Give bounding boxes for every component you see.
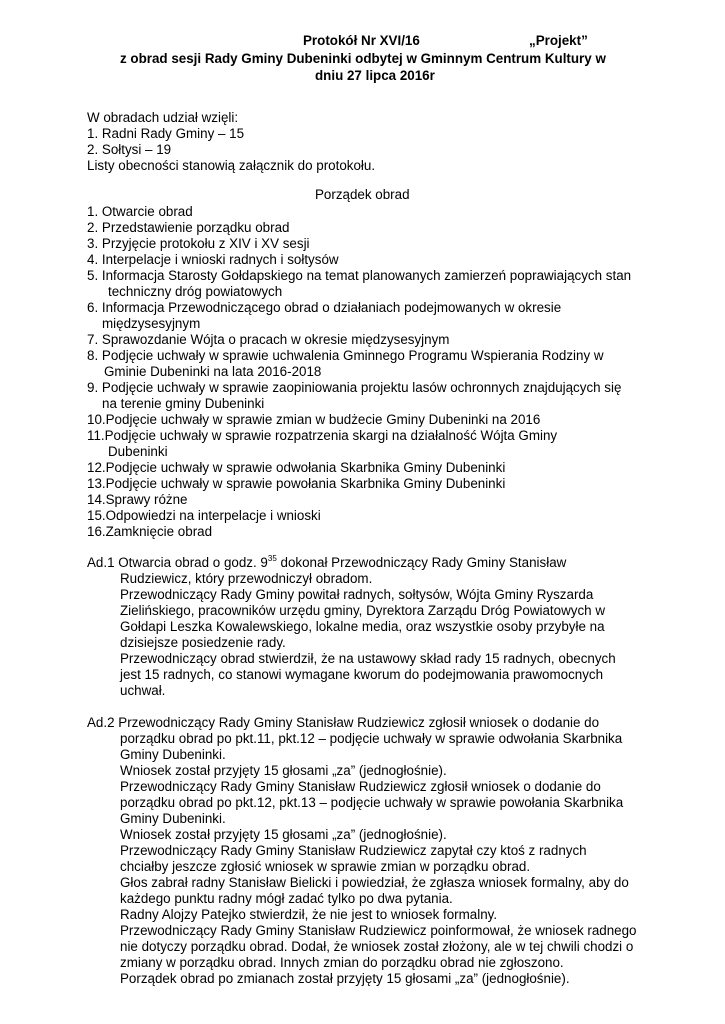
ad2-line: Wniosek został przyjęty 15 głosami „za” (jednogłośnie).	[120, 827, 447, 842]
ad1-line: uchwał.	[120, 683, 166, 698]
agenda-line: 1. Otwarcie obrad	[87, 204, 193, 219]
agenda-line: 7. Sprawozdanie Wójta o pracach w okresie międzysesyjnym	[87, 332, 450, 347]
agenda-line: 3. Przyjęcie protokołu z XIV i XV sesji	[87, 236, 310, 251]
ad2-line: zmiany w porządku obrad. Innych zmian do porządku obrad nie zgłoszono.	[120, 955, 564, 970]
agenda-line: 6. Informacja Przewodniczącego obrad o działaniach podejmowanych w okresie	[87, 300, 562, 315]
protocol-number: Protokół Nr XVI/16	[303, 33, 420, 48]
ad1-line: Przewodniczący Rady Gminy powitał radnych, sołtysów, Wójta Gminy Ryszarda	[120, 587, 594, 602]
agenda-line: 9. Podjęcie uchwały w sprawie zaopiniowania projektu lasów ochronnych znajdujących się	[87, 380, 622, 395]
attendance-intro: W obradach udział wzięli:	[87, 110, 239, 125]
agenda-line: 11.Podjęcie uchwały w sprawie rozpatrzenia skargi na działalność Wójta Gminy	[87, 428, 558, 443]
ad1-text: dokonał Przewodniczący Rady Gminy Stanisław	[276, 555, 567, 570]
agenda-title: Porządek obrad	[315, 187, 410, 202]
ad2-line: porządku obrad po pkt.11, pkt.12 – podjęcie uchwały w sprawie odwołania Skarbnika	[120, 731, 623, 746]
agenda-line: międzysesyjnym	[102, 316, 201, 331]
ad2-line: porządku obrad po pkt.12, pkt.13 – podjęcie uchwały w sprawie powołania Skarbnika	[120, 795, 624, 810]
agenda-line: 8. Podjęcie uchwały w sprawie uchwalenia Gminnego Programu Wspierania Rodziny w	[87, 348, 604, 363]
attendance-note: Listy obecności stanowią załącznik do protokołu.	[87, 158, 376, 173]
ad2-line: Przewodniczący Rady Gminy Stanisław Rudziewicz zgłosił wniosek o dodanie do	[120, 779, 601, 794]
agenda-line: techniczny dróg powiatowych	[108, 284, 283, 299]
ad2-line: Przewodniczący Rady Gminy Stanisław Rudziewicz poinformował, że wniosek radnego	[120, 923, 637, 938]
agenda-line: na terenie gminy Dubeninki	[102, 396, 265, 411]
ad1-line: Rudziewicz, który przewodniczył obradom.	[120, 571, 373, 586]
ad1-line: jest 15 radnych, co stanowi wymagane kworum do podejmowania prawomocnych	[120, 667, 604, 682]
header-subtitle-1: z obrad sesji Rady Gminy Dubeninki odbytej w Gminnym Centrum Kultury w	[120, 51, 606, 66]
ad1-line: dzisiejsze posiedzenie rady.	[120, 635, 286, 650]
attendance-item: 1. Radni Rady Gminy – 15	[87, 126, 245, 141]
ad1-first-line	[87, 555, 566, 571]
agenda-line: 14.Sprawy różne	[87, 492, 188, 507]
ad2-line: chciałby jeszcze zgłosić wniosek w sprawie zmian w porządku obrad.	[120, 859, 531, 874]
ad2-line: każdego punktu radny mógł zadać tylko po dwa pytania.	[120, 891, 453, 906]
ad1-line: Przewodniczący obrad stwierdził, że na ustawowy skład rady 15 radnych, obecnych	[120, 651, 616, 666]
agenda-line: 12.Podjęcie uchwały w sprawie odwołania Skarbnika Gminy Dubeninki	[87, 460, 506, 475]
agenda-line: Gminie Dubeninki na lata 2016-2018	[104, 364, 322, 379]
agenda-line: 15.Odpowiedzi na interpelacje i wnioski	[87, 508, 321, 523]
ad2-line: Ad.2 Przewodniczący Rady Gminy Stanisław Rudziewicz zgłosił wniosek o dodanie do	[87, 715, 600, 730]
ad2-line: Wniosek został przyjęty 15 głosami „za” (jednogłośnie).	[120, 763, 447, 778]
ad2-line: Przewodniczący Rady Gminy Stanisław Rudziewicz zapytał czy ktoś z radnych	[120, 843, 587, 858]
ad1-line: Zielińskiego, pracowników urzędu gminy, Dyrektora Zarządu Dróg Powiatowych w	[120, 603, 605, 618]
attendance-item: 2. Sołtysi – 19	[87, 142, 172, 157]
agenda-line: 16.Zamknięcie obrad	[87, 524, 213, 539]
agenda-line: 5. Informacja Starosty Gołdapskiego na temat planowanych zamierzeń poprawiających stan	[87, 268, 632, 283]
ad1-text: Ad.1 Otwarcia obrad o godz. 9	[87, 555, 268, 570]
draft-label: „Projekt”	[529, 33, 588, 48]
header-subtitle-2: dniu 27 lipca 2016r	[315, 68, 435, 83]
ad2-line: Porządek obrad po zmianach został przyjęty 15 głosami „za” (jednogłośnie).	[120, 971, 570, 986]
ad2-line: Głos zabrał radny Stanisław Bielicki i powiedział, że zgłasza wniosek formalny, aby do	[120, 875, 629, 890]
agenda-line: 2. Przedstawienie porządku obrad	[87, 220, 290, 235]
ad1-line: Gołdapi Leszka Kowalewskiego, lokalne media, oraz wszystkie osoby przybyłe na	[120, 619, 605, 634]
agenda-line: 4. Interpelacje i wnioski radnych i sołtysów	[87, 252, 339, 267]
ad2-line: nie dotyczy porządku obrad. Dodał, że wniosek został złożony, ale w tej chwili chodzi o	[120, 939, 634, 954]
ad1-time-minutes: 35	[267, 554, 277, 563]
agenda-line: 10.Podjęcie uchwały w sprawie zmian w budżecie Gminy Dubeninki na 2016	[87, 412, 541, 427]
ad2-line: Radny Alojzy Patejko stwierdził, że nie jest to wniosek formalny.	[120, 907, 498, 922]
ad2-line: Gminy Dubeninki.	[120, 747, 226, 762]
agenda-line: 13.Podjęcie uchwały w sprawie powołania Skarbnika Gminy Dubeninki	[87, 476, 506, 491]
agenda-line: Dubeninki	[108, 444, 168, 459]
ad2-line: Gminy Dubeninki.	[120, 811, 226, 826]
